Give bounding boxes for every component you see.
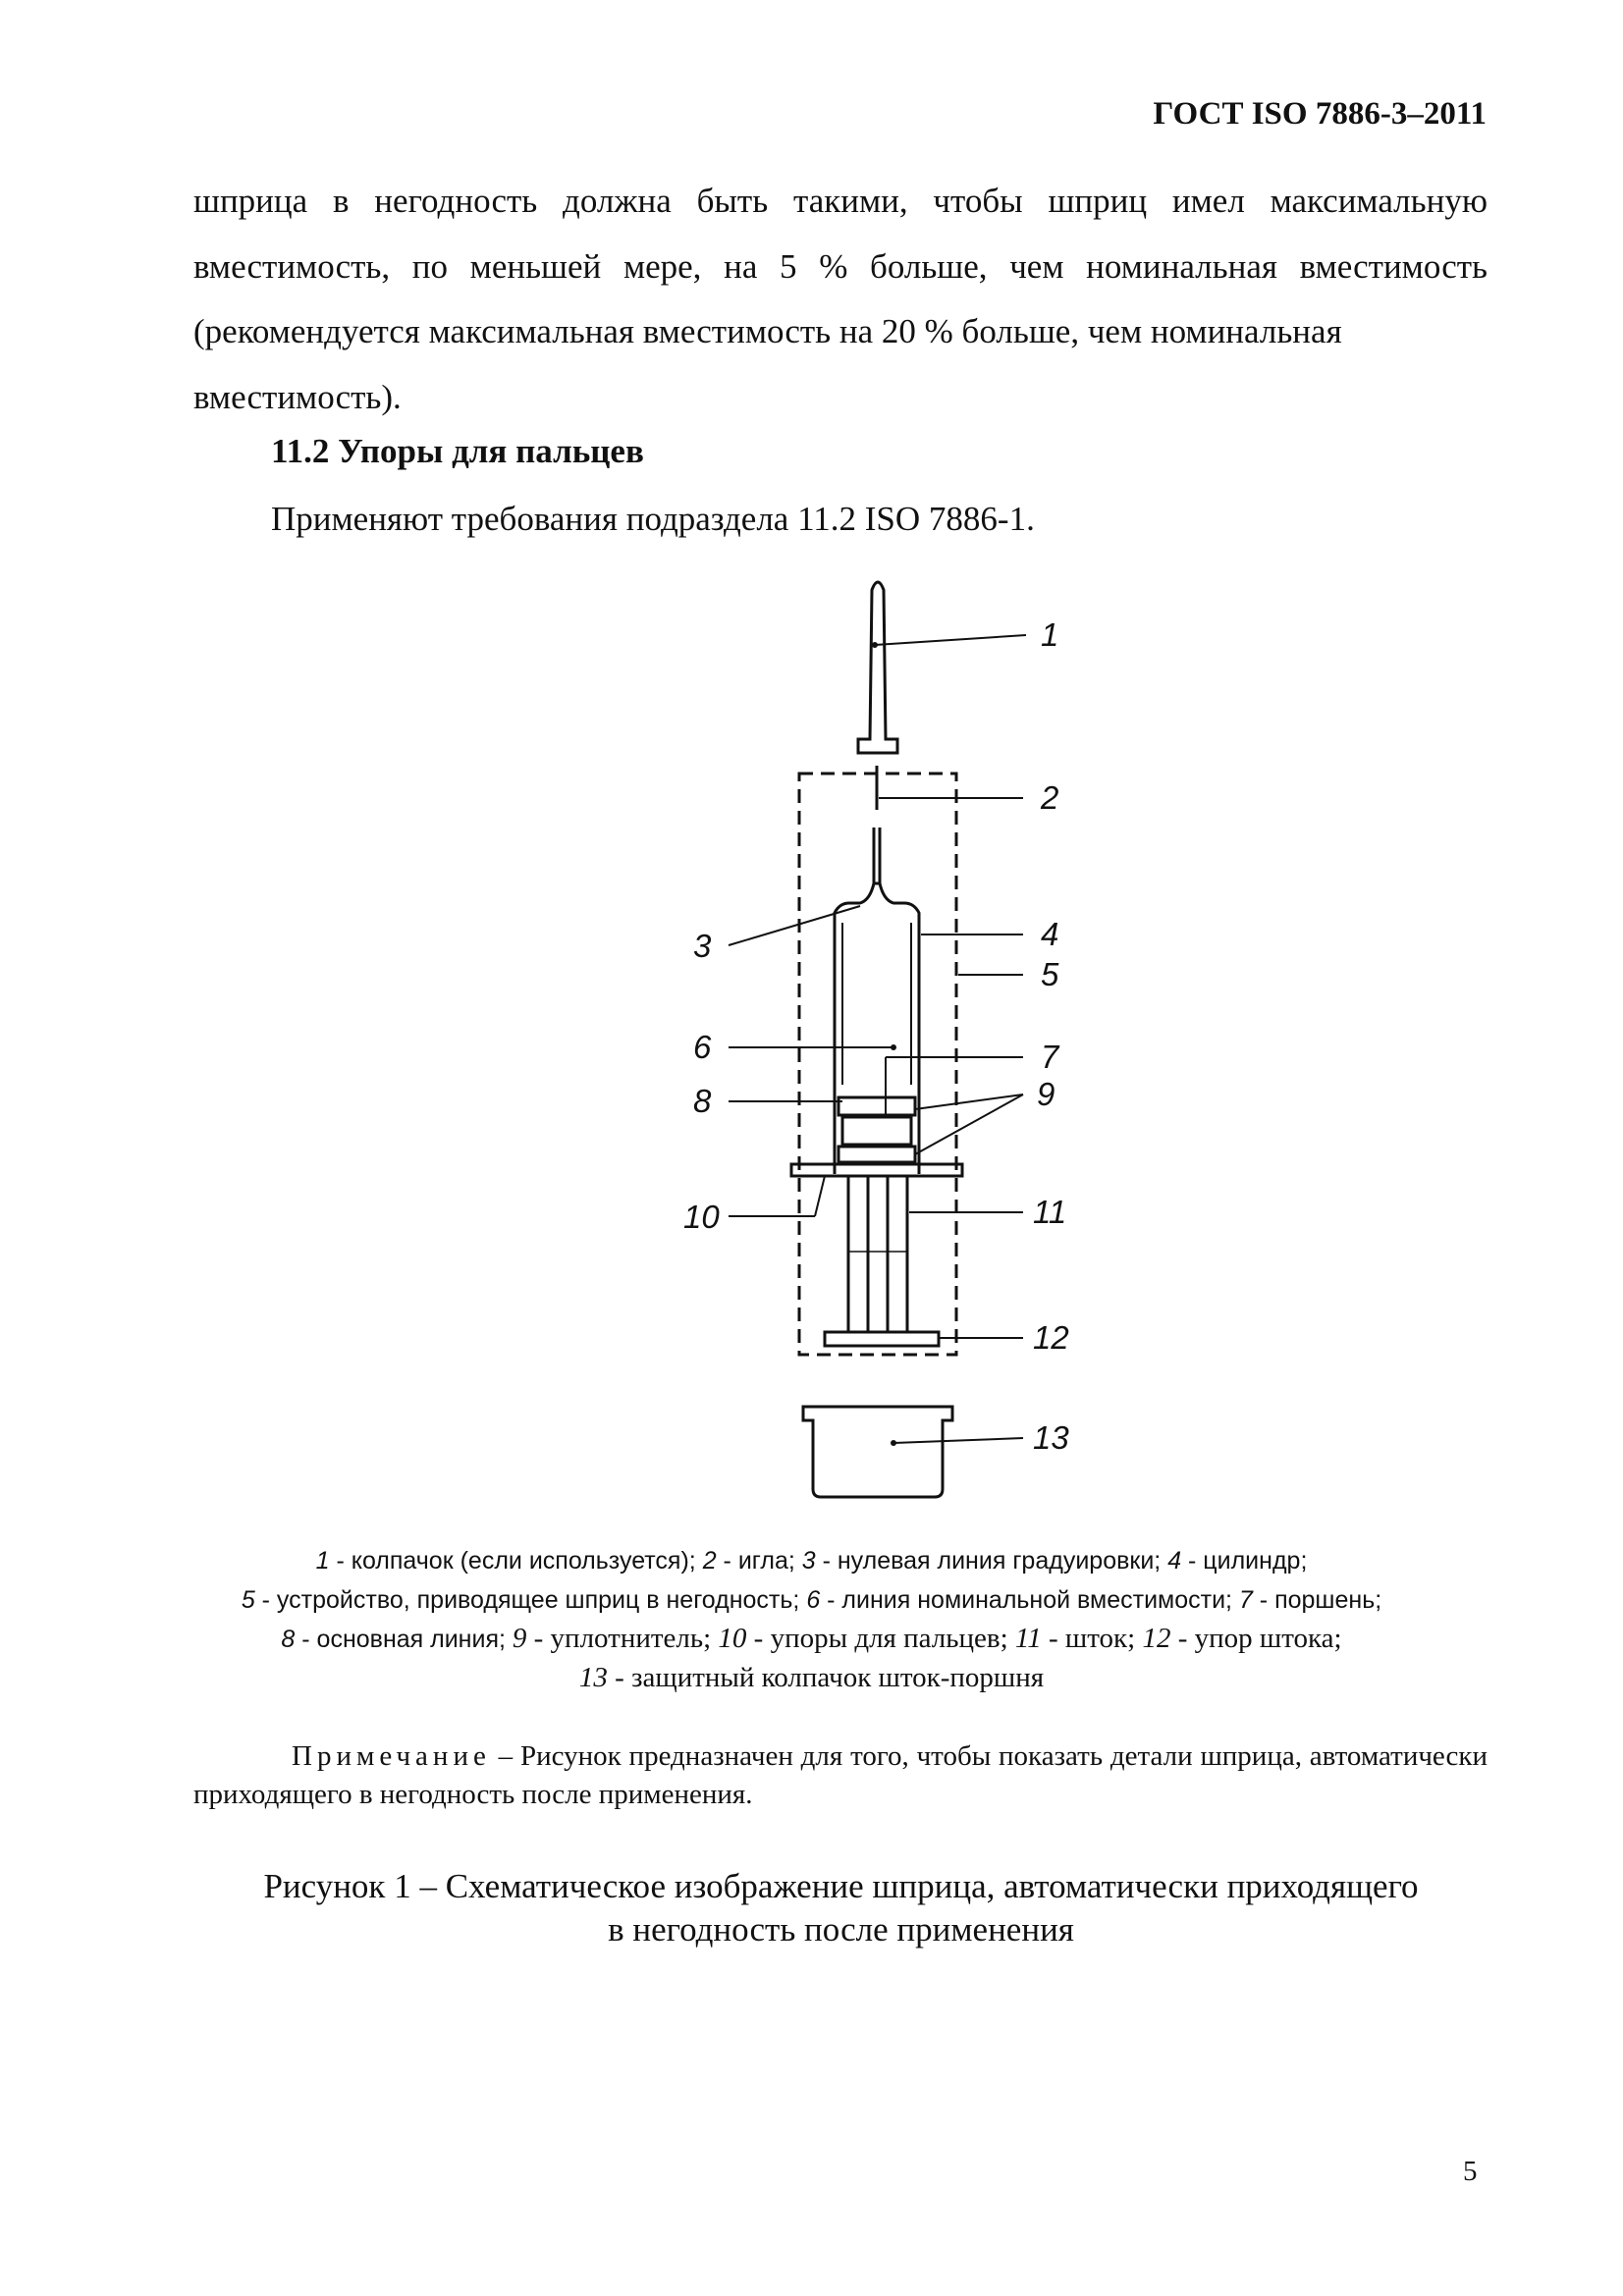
figure-note <box>193 1737 1488 1814</box>
legend-item <box>579 1662 1044 1693</box>
legend-item <box>718 1623 1014 1654</box>
legend-item-number: 6 <box>806 1586 821 1614</box>
callout-4: 4 <box>1041 916 1059 952</box>
legend-item-number: 5 <box>241 1586 255 1614</box>
syringe-figure <box>668 574 1119 1507</box>
legend-item-text: - линия номинальной вместимости; <box>820 1586 1239 1614</box>
paragraph-line: вместимость, по меньшей мере, на 5 % больше, чем номинальная вместимость <box>193 246 1488 286</box>
callout-8: 8 <box>693 1083 712 1119</box>
legend-item <box>1142 1623 1341 1654</box>
section-text: Применяют требования подраздела 11.2 ISO 7886-1. <box>271 500 1035 538</box>
document-header: ГОСТ ISO 7886-3–2011 <box>1153 96 1487 132</box>
section-heading: 11.2 Упоры для пальцев <box>271 432 644 470</box>
plunger-stop-shape <box>825 1332 939 1346</box>
legend-item-number: 12 <box>1142 1623 1171 1654</box>
legend-item-text: - поршень; <box>1252 1586 1382 1614</box>
legend-item <box>703 1547 802 1575</box>
figure-caption <box>177 1865 1505 1951</box>
piston-shape <box>842 1117 911 1145</box>
legend-item-number: 4 <box>1167 1547 1182 1575</box>
callout-7: 7 <box>1041 1039 1059 1075</box>
finger-grip-shape <box>791 1164 962 1176</box>
legend-item-number: 13 <box>578 1662 608 1693</box>
legend-item-text: - защитный колпачок шток-поршня <box>607 1662 1045 1693</box>
callout-2: 2 <box>1041 779 1059 816</box>
callout-12: 12 <box>1033 1319 1069 1356</box>
legend-item-number: 2 <box>702 1547 717 1575</box>
paragraph-line: шприца в негодность должна быть такими, чтобы шприц имел максимальную <box>193 182 1488 220</box>
legend-item <box>513 1623 719 1654</box>
legend-item-number: 1 <box>315 1547 330 1575</box>
body-paragraph <box>193 169 1488 430</box>
legend-line <box>147 1541 1476 1580</box>
legend-item-text: - упоры для пальцев; <box>746 1623 1015 1654</box>
page-number: 5 <box>1463 2156 1478 2187</box>
callout-1: 1 <box>1041 616 1059 653</box>
device-dashed-box <box>799 774 956 1355</box>
legend-item-text: - цилиндр; <box>1181 1547 1308 1575</box>
callout-9: 9 <box>1037 1076 1055 1112</box>
legend-item-number: 8 <box>281 1626 296 1653</box>
legend-item <box>1239 1586 1381 1614</box>
callout-10: 10 <box>683 1199 720 1235</box>
legend-item-number: 9 <box>512 1623 527 1654</box>
legend-item-text: - упор штока; <box>1170 1623 1342 1654</box>
legend-line <box>147 1580 1476 1620</box>
paragraph-line-last: вместимость). <box>193 377 402 416</box>
callout-3: 3 <box>693 928 712 964</box>
legend-item-number: 10 <box>718 1623 747 1654</box>
legend-line <box>147 1620 1476 1659</box>
callout-6: 6 <box>693 1029 712 1065</box>
protective-cap-shape <box>803 1407 952 1497</box>
legend-item <box>1015 1623 1143 1654</box>
paragraph-line: (рекомендуется максимальная вместимость на 20 % больше, чем номинальная <box>193 312 1342 350</box>
legend-item <box>242 1586 807 1614</box>
legend-item <box>806 1586 1239 1614</box>
legend-item-number: 11 <box>1014 1623 1042 1654</box>
legend-item-number: 3 <box>801 1547 816 1575</box>
legend-item <box>802 1547 1167 1575</box>
legend-item <box>1167 1547 1307 1575</box>
legend-item <box>281 1626 512 1653</box>
note-label: Примечание <box>292 1740 491 1772</box>
needle-cap-shape <box>858 582 897 753</box>
legend-item-text: - основная линия; <box>295 1626 513 1653</box>
caption-line: в негодность после применения <box>608 1910 1074 1949</box>
legend-item-text: - игла; <box>716 1547 802 1575</box>
callout-5: 5 <box>1041 956 1059 992</box>
legend-line <box>147 1659 1476 1697</box>
figure-legend <box>147 1541 1476 1697</box>
caption-line: Рисунок 1 – Схематическое изображение шприца, автоматически приходящего <box>263 1867 1419 1905</box>
legend-item <box>316 1547 703 1575</box>
legend-item-number: 7 <box>1238 1586 1253 1614</box>
legend-item-text: - устройство, приводящее шприц в негодность; <box>254 1586 807 1614</box>
legend-item-text: - шток; <box>1041 1623 1143 1654</box>
legend-item-text: - нулевая линия градуировки; <box>815 1547 1168 1575</box>
callout-11: 11 <box>1033 1194 1067 1230</box>
legend-item-text: - колпачок (если используется); <box>329 1547 703 1575</box>
callout-13: 13 <box>1033 1419 1069 1456</box>
note-text: – Рисунок предназначен для того, чтобы показать детали шприца, автоматически приходящего в негодность после применения. <box>193 1740 1488 1810</box>
legend-item-text: - уплотнитель; <box>526 1623 719 1654</box>
